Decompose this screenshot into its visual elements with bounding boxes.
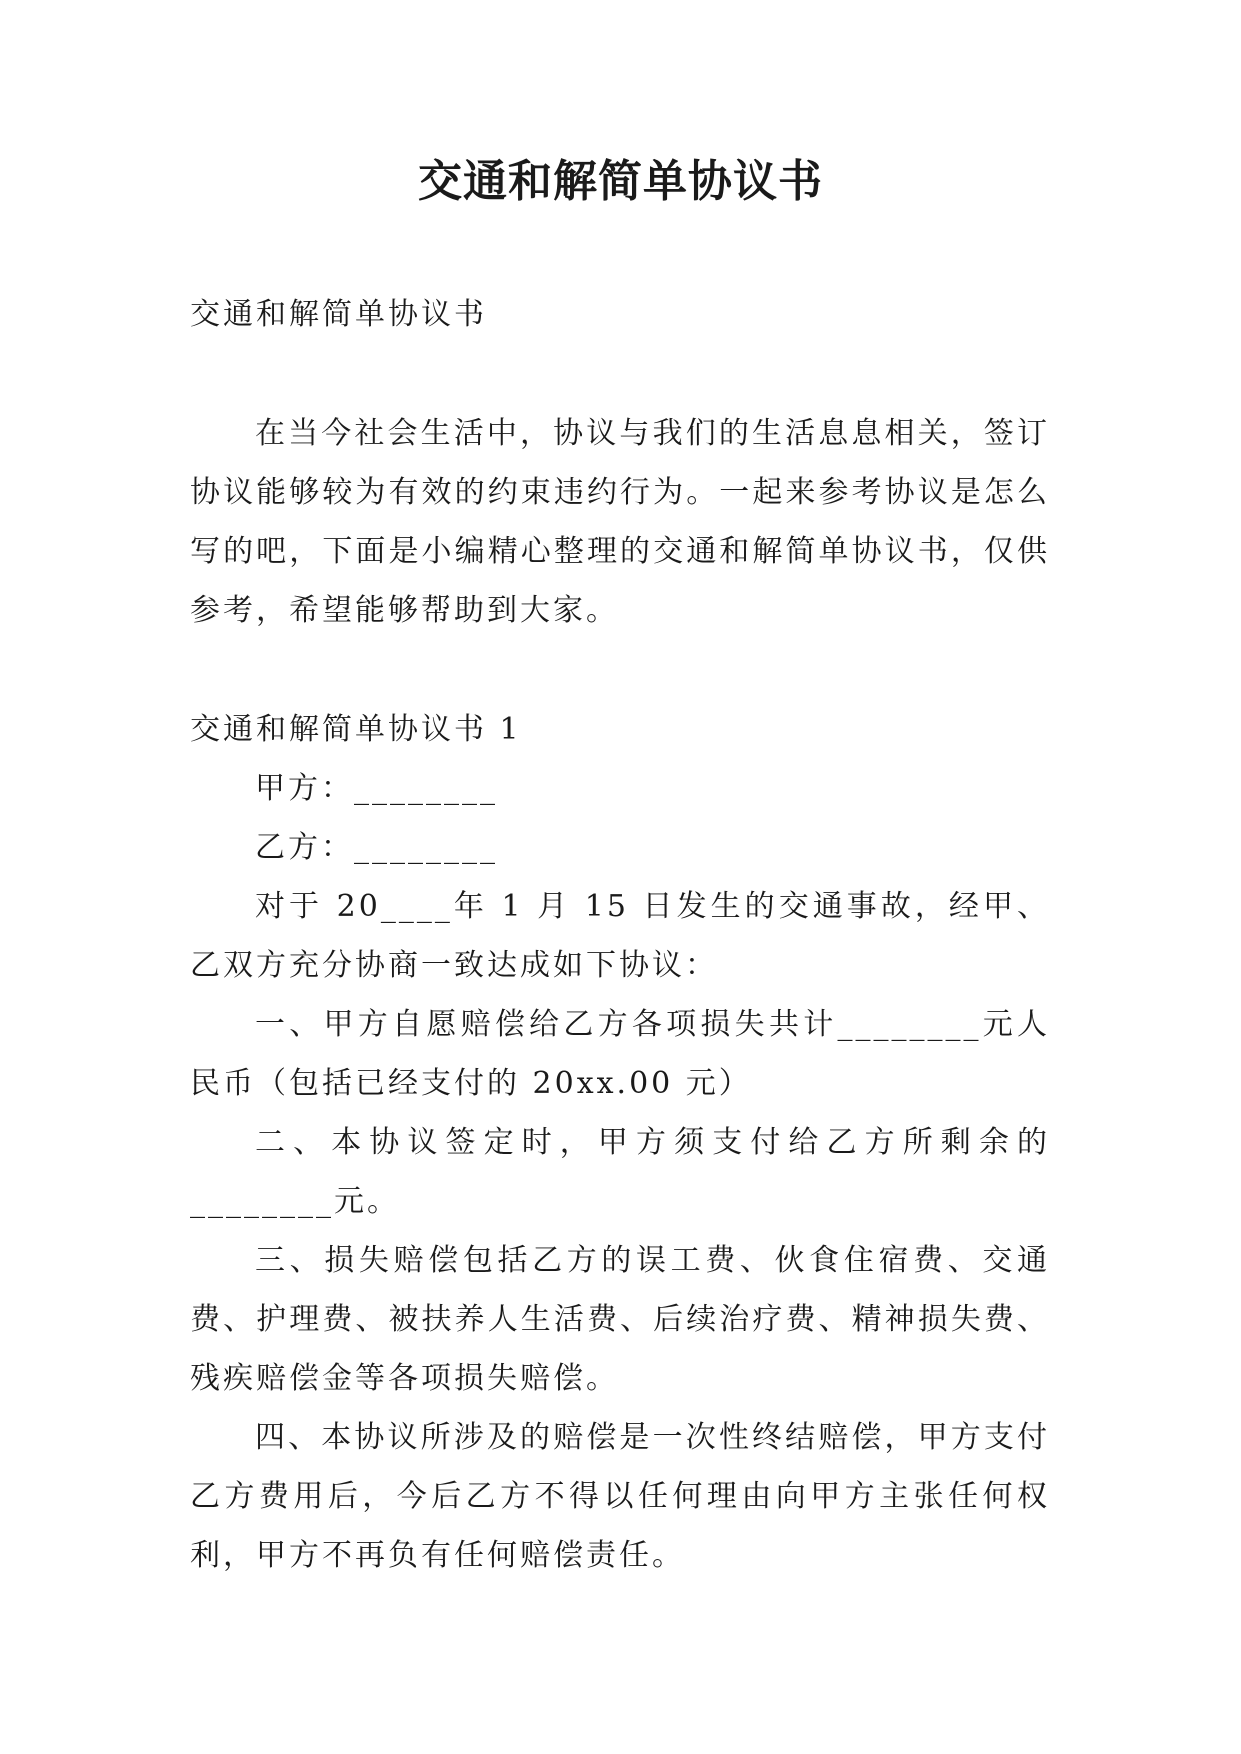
- party-b-line: 乙方：________: [255, 830, 498, 865]
- clause-3: 三、损失赔偿包括乙方的误工费、伙食住宿费、交通费、护理费、被扶养人生活费、后续治疗费、精神损失费、残疾赔偿金等各项损失赔偿。: [190, 1243, 1050, 1396]
- document-subtitle: 交通和解简单协议书: [190, 297, 487, 332]
- intro-paragraph: 在当今社会生活中，协议与我们的生活息息相关，签订协议能够较为有效的约束违约行为。一起来参考协议是怎么写的吧，下面是小编精心整理的交通和解简单协议书，仅供参考，希望能够帮助到大家。: [190, 416, 1050, 628]
- party-a-line: 甲方：________: [255, 771, 498, 806]
- document-body: [190, 285, 1050, 1585]
- clause-4: 四、本协议所涉及的赔偿是一次性终结赔偿，甲方支付乙方费用后，今后乙方不得以任何理由向甲方主张任何权利，甲方不再负有任何赔偿责任。: [190, 1420, 1050, 1573]
- section-heading: 交通和解简单协议书 1: [190, 712, 522, 747]
- clause-2: 二、本协议签定时，甲方须支付给乙方所剩余的________元。: [190, 1125, 1050, 1219]
- document-title: 交通和解简单协议书: [418, 156, 823, 207]
- clause-1: 一、甲方自愿赔偿给乙方各项损失共计________元人民币（包括已经支付的 20xx.00 元）: [190, 1007, 1050, 1101]
- accident-paragraph: 对于 20____年 1 月 15 日发生的交通事故，经甲、乙双方充分协商一致达成如下协议：: [190, 889, 1050, 983]
